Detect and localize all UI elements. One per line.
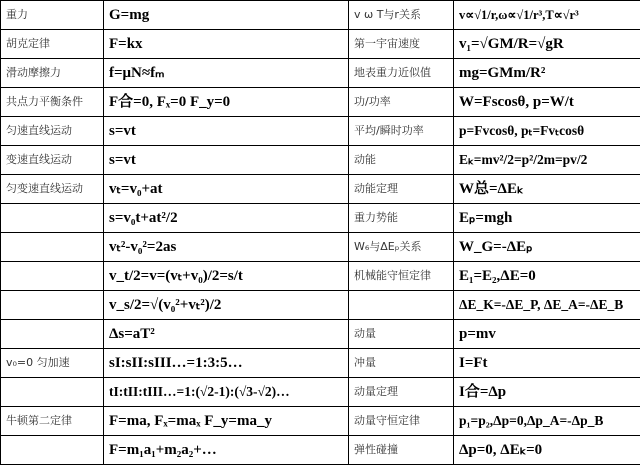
- formula-cell: W=Fscosθ, p=W/t: [454, 88, 640, 117]
- row-label: [1, 320, 104, 349]
- row-label: 变速直线运动: [1, 146, 104, 175]
- formula-cell: F合=0, Fₓ=0 F_y=0: [104, 88, 349, 117]
- formula-cell: s=vt: [104, 117, 349, 146]
- row-label: W₆与ΔEₚ关系: [349, 233, 454, 262]
- row-label: 平均/瞬时功率: [349, 117, 454, 146]
- row-label: 牛顿第二定律: [1, 407, 104, 436]
- table-row: [1, 436, 640, 465]
- row-label: 机械能守恒定律: [349, 262, 454, 291]
- formula-cell: I合=Δp: [454, 378, 640, 407]
- formula-cell: s=vt: [104, 146, 349, 175]
- row-label: v₀=0 匀加速: [1, 349, 104, 378]
- row-label: [1, 436, 104, 465]
- formula-cell: p=mv: [454, 320, 640, 349]
- table-row: [1, 262, 640, 291]
- table-row: [1, 349, 640, 378]
- formula-cell: F=ma, Fₓ=maₓ F_y=ma_y: [104, 407, 349, 436]
- row-label: 匀变速直线运动: [1, 175, 104, 204]
- table-row: [1, 59, 640, 88]
- row-label: [349, 291, 454, 320]
- formula-cell: W总=ΔEₖ: [454, 175, 640, 204]
- table-row: [1, 233, 640, 262]
- formula-cell: vₜ²-v₀²=2as: [104, 233, 349, 262]
- formula-cell: v₁=√GM/R=√gR: [454, 30, 640, 59]
- formula-cell: Eₚ=mgh: [454, 204, 640, 233]
- row-label: 胡克定律: [1, 30, 104, 59]
- formula-cell: G=mg: [104, 1, 349, 30]
- row-label: 匀速直线运动: [1, 117, 104, 146]
- formula-cell: s=v₀t+at²/2: [104, 204, 349, 233]
- formula-cell: I=Ft: [454, 349, 640, 378]
- table-row: [1, 291, 640, 320]
- row-label: [1, 378, 104, 407]
- row-label: v ω T与r关系: [349, 1, 454, 30]
- formula-cell: F=m₁a₁+m₂a₂+…: [104, 436, 349, 465]
- table-row: [1, 204, 640, 233]
- formula-cell: Eₖ=mv²/2=p²/2m=pv/2: [454, 146, 640, 175]
- table-row: [1, 378, 640, 407]
- row-label: [1, 233, 104, 262]
- formula-cell: v_t/2=v=(vₜ+v₀)/2=s/t: [104, 262, 349, 291]
- row-label: [1, 291, 104, 320]
- table-row: [1, 146, 640, 175]
- table-row: [1, 88, 640, 117]
- formula-cell: v∝√1/r,ω∝√1/r³,T∝√r³: [454, 1, 640, 30]
- row-label: 滑动摩擦力: [1, 59, 104, 88]
- row-label: [1, 204, 104, 233]
- row-label: 共点力平衡条件: [1, 88, 104, 117]
- row-label: 弹性碰撞: [349, 436, 454, 465]
- table-row: [1, 320, 640, 349]
- row-label: 动能: [349, 146, 454, 175]
- formula-cell: F=kx: [104, 30, 349, 59]
- row-label: 重力势能: [349, 204, 454, 233]
- formula-cell: p=Fvcosθ, pₜ=Fvₜcosθ: [454, 117, 640, 146]
- row-label: 动量守恒定律: [349, 407, 454, 436]
- row-label: 第一宇宙速度: [349, 30, 454, 59]
- table-row: [1, 30, 640, 59]
- formula-cell: f=μN≈fₘ: [104, 59, 349, 88]
- formula-cell: W_G=-ΔEₚ: [454, 233, 640, 262]
- formula-cell: vₜ=v₀+at: [104, 175, 349, 204]
- row-label: [1, 262, 104, 291]
- table-row: [1, 1, 640, 30]
- formula-cell: Δp=0, ΔEₖ=0: [454, 436, 640, 465]
- row-label: 地表重力近似值: [349, 59, 454, 88]
- formula-cell: E₁=E₂,ΔE=0: [454, 262, 640, 291]
- row-label: 动量: [349, 320, 454, 349]
- row-label: 重力: [1, 1, 104, 30]
- row-label: 功/功率: [349, 88, 454, 117]
- row-label: 动能定理: [349, 175, 454, 204]
- formula-cell: Δs=aT²: [104, 320, 349, 349]
- formula-cell: sI:sII:sIII…=1:3:5…: [104, 349, 349, 378]
- row-label: 冲量: [349, 349, 454, 378]
- formula-cell: v_s/2=√(v₀²+vₜ²)/2: [104, 291, 349, 320]
- table-row: [1, 407, 640, 436]
- formula-cell: p₁=p₂,Δp=0,Δp_A=-Δp_B: [454, 407, 640, 436]
- table-row: [1, 175, 640, 204]
- formula-cell: ΔE_K=-ΔE_P, ΔE_A=-ΔE_B: [454, 291, 640, 320]
- formula-cell: tI:tII:tIII…=1:(√2-1):(√3-√2)…: [104, 378, 349, 407]
- formula-cell: mg=GMm/R²: [454, 59, 640, 88]
- row-label: 动量定理: [349, 378, 454, 407]
- table-row: [1, 117, 640, 146]
